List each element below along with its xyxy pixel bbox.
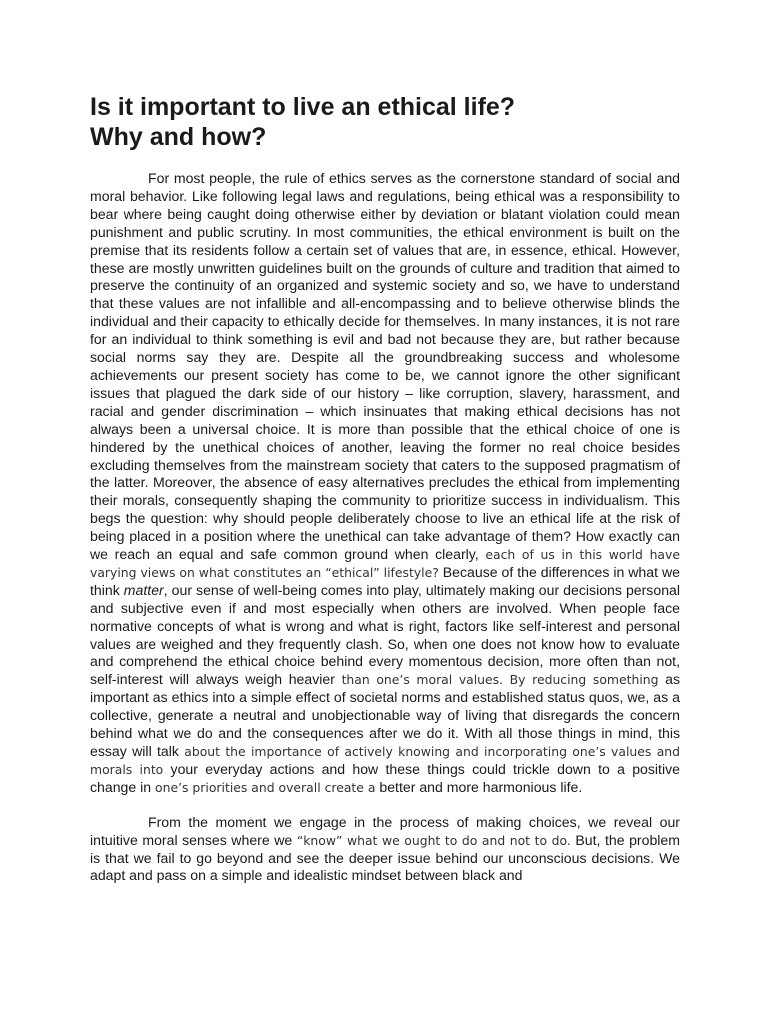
p2-text-2: “know” what we ought to do and not to do.	[296, 832, 571, 848]
p2-text-3: But, the problem is that we fail to go beyond and see the deeper issue behind our unconscious decisions. We adapt and pass on a simple and idealistic mindset between black and	[90, 831, 680, 884]
essay-paragraph-2	[90, 814, 680, 886]
essay-paragraph-1	[90, 170, 680, 797]
p2-text-1: From the moment we engage in the process of making choices, we reveal our intuitive moral senses where we	[90, 813, 680, 848]
p1-text-2: each of us in this world have varying views on what constitutes an “ethical” lifestyle?	[90, 547, 680, 580]
p1-text-5: , our sense of well-being comes into play, ultimately making our decisions personal and subjective even if and most especially when others are involved. When people face normative concepts of what is wrong and what is right, factors like self-interest and personal values are weighed and they frequently clash. So, when one does not know how to evaluate and comprehend the ethical choice behind every momentous decision, more often than not, self-interest will always weigh heavier	[90, 581, 681, 688]
p1-text-9: your everyday actions and how these things could trickle down to a positive change in	[90, 760, 680, 795]
p1-italic-matter: matter	[123, 581, 164, 598]
p1-text-7: as important as ethics into a simple effect of societal norms and established status quos, we, as a collective, generate a neutral and unobjectionable way of living that disregards the concern behind what we do and the consequences after we do it. With all those things in mind, this essay will talk	[90, 671, 680, 759]
essay-title	[90, 92, 680, 152]
p1-text-6: than one’s moral values. By reducing something	[341, 672, 659, 688]
p1-text-11: better and more harmonious life.	[379, 778, 583, 795]
p1-text-8: about the importance of actively knowing and incorporating one’s values and morals into	[90, 744, 680, 777]
document-page	[90, 92, 680, 885]
p1-text-10: one’s priorities and overall create a	[155, 779, 376, 795]
p1-text-3: Because of the differences in what we think	[90, 563, 680, 598]
p1-text-1: For most people, the rule of ethics serves as the cornerstone standard of social and moral behavior. Like following legal laws and regulations, being ethical was a responsibility to bear where being caught doing otherwise either by deviation or blatant violation could mean punishment and public scrutiny. In most communities, the ethical environment is built on the premise that its residents follow a certain set of values that are, in essence, ethical. However, these are mostly unwritten guidelines built on the grounds of culture and tradition that aimed to preserve the continuity of an organized and systemic society and so, we have to understand that these values are not infallible and all-encompassing and to believe otherwise blinds the individual and their capacity to ethically decide for themselves. In many instances, it is not rare for an individual to think something is evil and bad not because they are, but rather because social norms say they are. Despite all the groundbreaking success and wholesome achievements our present society has come to be, we cannot ignore the other significant issues that plagued the dark side of our history – like corruption, slavery, harassment, and racial and gender discrimination – which insinuates that making ethical decisions has not always been a universal choice. It is more than possible that the ethical choice of one is hindered by the unethical choices of another, leaving the former no real choice besides excluding themselves from the mainstream society that caters to the supposed pragmatism of the latter. Moreover, the absence of easy alternatives precludes the ethical from implementing their morals, consequently shaping the community to prioritize success in individualism. This begs the question: why should people deliberately choose to live an ethical life at the risk of being placed in a position where the unethical can take advantage of them? How exactly can we reach an equal and safe common ground when clearly,	[90, 170, 680, 563]
essay-title-line-1: Is it important to live an ethical life?	[90, 93, 516, 121]
essay-title-line-2: Why and how?	[90, 123, 267, 151]
